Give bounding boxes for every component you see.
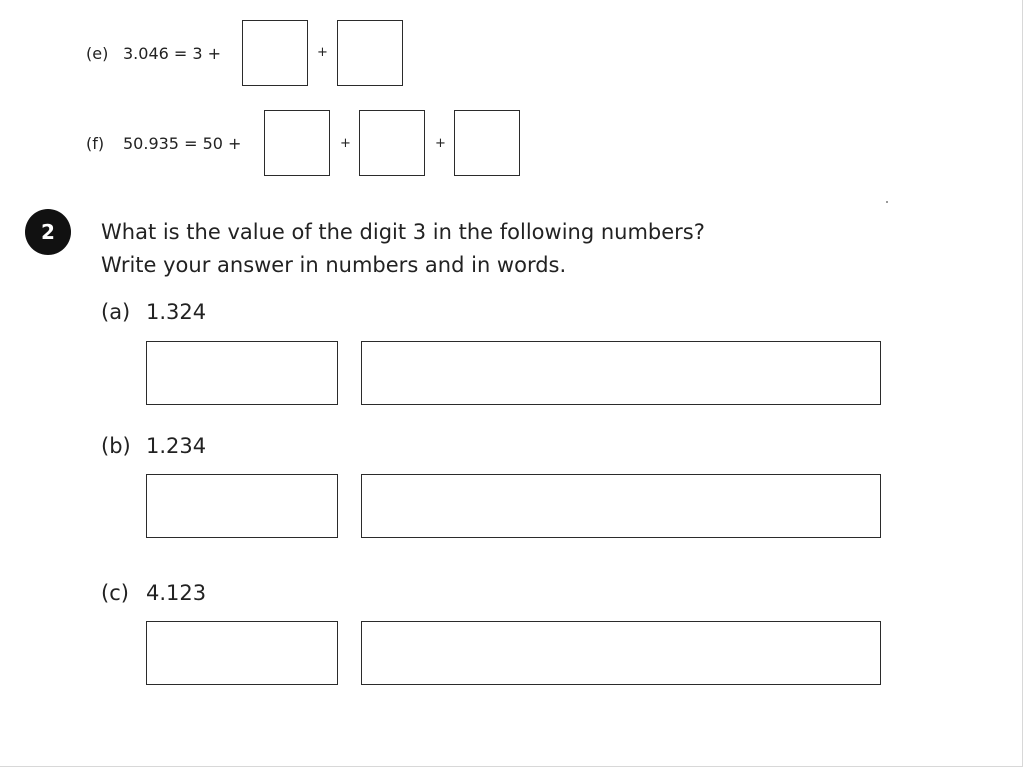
part-c-label: (c) (101, 581, 129, 605)
answer-box-e-2[interactable] (337, 20, 403, 86)
answer-box-f-3[interactable] (454, 110, 520, 176)
item-e-label: (e) (86, 44, 109, 63)
part-a-words-answer-box[interactable] (361, 341, 881, 405)
answer-box-f-1[interactable] (264, 110, 330, 176)
plus-sign: + (340, 136, 351, 151)
plus-sign: + (435, 136, 446, 151)
question-text: What is the value of the digit 3 in the following numbers? (101, 220, 705, 244)
question-instruction: Write your answer in numbers and in words. (101, 253, 567, 277)
part-a-number: 1.324 (146, 300, 207, 324)
question-number-badge: 2 (25, 209, 71, 255)
stray-mark (886, 201, 888, 203)
part-c-words-answer-box[interactable] (361, 621, 881, 685)
part-b-label: (b) (101, 434, 131, 458)
part-b-words-answer-box[interactable] (361, 474, 881, 538)
part-a-label: (a) (101, 300, 131, 324)
part-a-numbers-answer-box[interactable] (146, 341, 338, 405)
answer-box-f-2[interactable] (359, 110, 425, 176)
item-f-expression: 50.935 = 50 + (123, 134, 242, 153)
part-b-number: 1.234 (146, 434, 207, 458)
item-e-expression: 3.046 = 3 + (123, 44, 222, 63)
plus-sign: + (317, 45, 328, 60)
answer-box-e-1[interactable] (242, 20, 308, 86)
part-b-numbers-answer-box[interactable] (146, 474, 338, 538)
part-c-number: 4.123 (146, 581, 207, 605)
item-f-label: (f) (86, 134, 105, 153)
part-c-numbers-answer-box[interactable] (146, 621, 338, 685)
